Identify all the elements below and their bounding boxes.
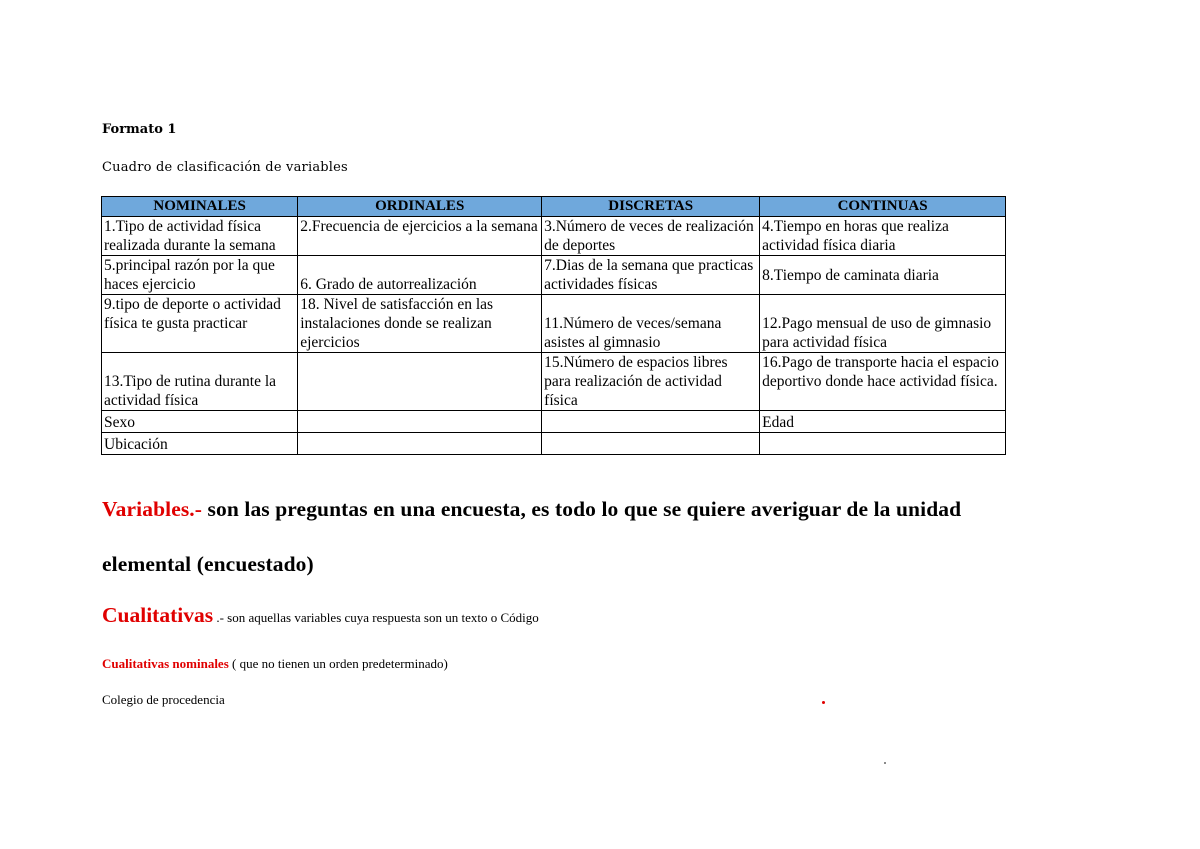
page-heading: Formato 1 — [102, 122, 177, 137]
table-cell: 4.Tiempo en horas que realiza actividad física diaria — [760, 217, 1006, 256]
table-cell: 11.Número de veces/semana asistes al gimnasio — [542, 295, 760, 353]
table-cell: 12.Pago mensual de uso de gimnasio para actividad física — [760, 295, 1006, 353]
grey-dot-mark — [884, 762, 886, 764]
table-cell: 7.Dias de la semana que practicas actividades físicas — [542, 256, 760, 295]
header-discretas: DISCRETAS — [542, 197, 760, 217]
table-cell: 6. Grado de autorrealización — [298, 256, 542, 295]
cualitativas-definition — [102, 603, 539, 628]
table-row — [102, 256, 1006, 295]
table-cell: 1.Tipo de actividad física realizada durante la semana — [102, 217, 298, 256]
table-row — [102, 217, 1006, 256]
variables-definition-continued: elemental (encuestado) — [102, 552, 314, 576]
table-cell: 2.Frecuencia de ejercicios a la semana — [298, 217, 542, 256]
cualitativas-term: Cualitativas — [102, 603, 214, 627]
table-header-row — [102, 197, 1006, 217]
red-dot-mark — [822, 701, 825, 704]
table-cell: Ubicación — [102, 433, 298, 455]
table-cell — [542, 411, 760, 433]
table-cell: 16.Pago de transporte hacia el espacio deportivo donde hace actividad física. — [760, 353, 1006, 411]
table-cell: Sexo — [102, 411, 298, 433]
cualitativas-nominales-term: Cualitativas nominales — [102, 656, 229, 671]
table-row — [102, 433, 1006, 455]
table-cell — [760, 433, 1006, 455]
table-cell: 9.tipo de deporte o actividad física te gusta practicar — [102, 295, 298, 353]
variables-term: Variables.- — [102, 497, 203, 521]
table-cell: 13.Tipo de rutina durante la actividad física — [102, 353, 298, 411]
table-cell: Edad — [760, 411, 1006, 433]
example-text: Colegio de procedencia — [102, 692, 225, 707]
cualitativas-nominales-text: ( que no tienen un orden predeterminado) — [228, 656, 448, 671]
table-cell — [298, 353, 542, 411]
header-nominales: NOMINALES — [102, 197, 298, 217]
cualitativas-nominales-definition — [102, 656, 448, 672]
header-ordinales: ORDINALES — [298, 197, 542, 217]
table-cell — [542, 433, 760, 455]
variables-table — [101, 196, 1006, 455]
table-cell — [298, 411, 542, 433]
table-cell: 18. Nivel de satisfacción en las instalaciones donde se realizan ejercicios — [298, 295, 542, 353]
table-cell: 5.principal razón por la que haces ejercicio — [102, 256, 298, 295]
variables-text: son las preguntas en una encuesta, es todo lo que se quiere averiguar de la unidad — [202, 497, 962, 521]
table-cell: 8.Tiempo de caminata diaria — [760, 256, 1006, 295]
table-row — [102, 353, 1006, 411]
table-cell: 3.Número de veces de realización de deportes — [542, 217, 760, 256]
table-cell — [298, 433, 542, 455]
header-continuas: CONTINUAS — [760, 197, 1006, 217]
cualitativas-text: .- son aquellas variables cuya respuesta son un texto o Código — [213, 610, 539, 625]
table-caption: Cuadro de clasificación de variables — [102, 160, 348, 175]
variables-definition — [102, 497, 961, 522]
table-row — [102, 411, 1006, 433]
table-cell: 15.Número de espacios libres para realización de actividad física — [542, 353, 760, 411]
table-row — [102, 295, 1006, 353]
